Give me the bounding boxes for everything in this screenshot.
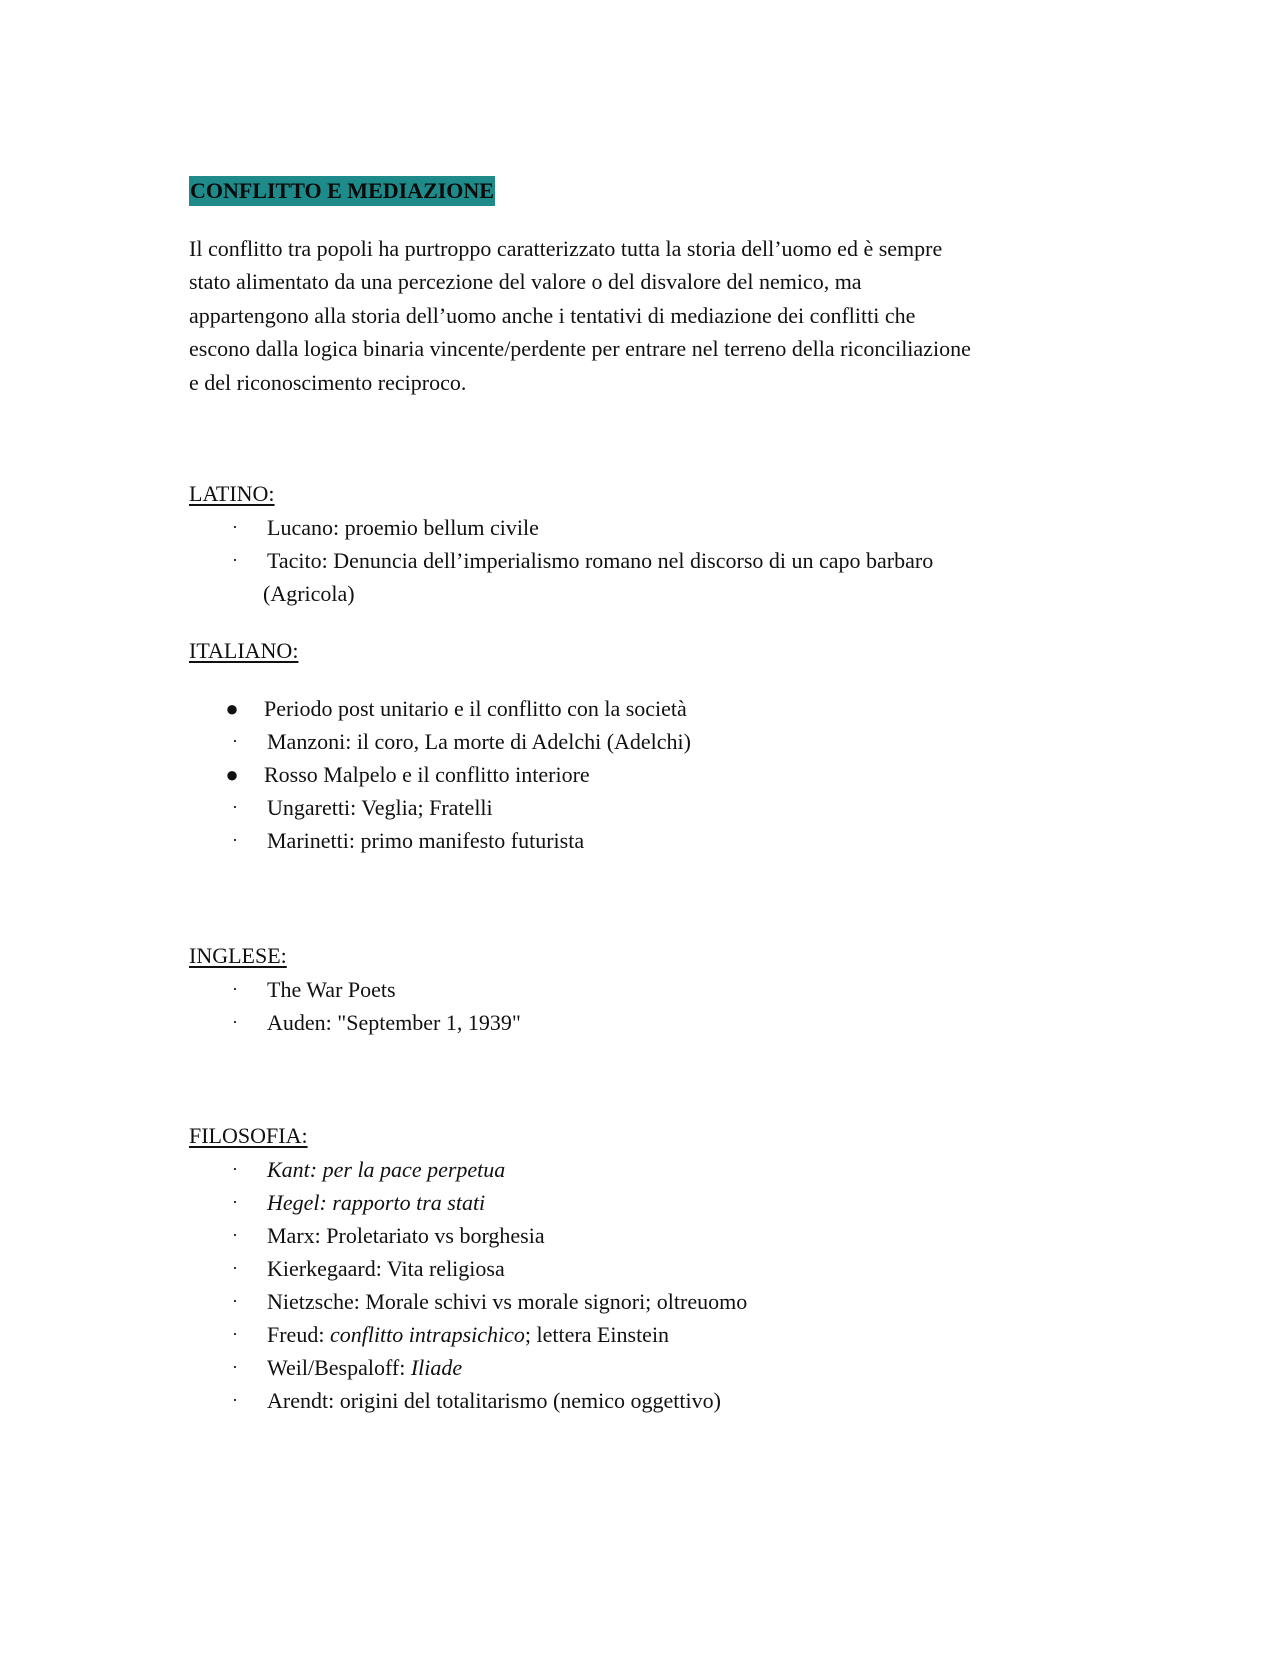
list-item-text: Manzoni: il coro, La morte di Adelchi (Adelchi) bbox=[267, 729, 691, 754]
freud-label: Freud: bbox=[267, 1322, 330, 1347]
round-bullet: ● bbox=[225, 762, 239, 787]
list-item-text: Hegel: rapporto tra stati bbox=[267, 1190, 486, 1215]
list-item-text bbox=[267, 1318, 1067, 1351]
bullet: · bbox=[232, 1291, 238, 1311]
list-item-text: Ungaretti: Veglia; Fratelli bbox=[267, 795, 493, 820]
list-item-text: Auden: "September 1, 1939" bbox=[267, 1010, 521, 1035]
section-heading-italiano: ITALIANO: bbox=[189, 638, 299, 663]
bullet: · bbox=[232, 1258, 238, 1278]
bullet: · bbox=[232, 1225, 238, 1245]
list-item-text bbox=[267, 1351, 1067, 1384]
list-item-text: Tacito: Denuncia dell’imperialismo romano nel discorso di un capo barbaro bbox=[267, 548, 934, 573]
weil-italic-title: Iliade bbox=[410, 1355, 463, 1380]
list-item-text: Lucano: proemio bellum civile bbox=[267, 515, 539, 540]
list-item-text: Arendt: origini del totalitarismo (nemico oggettivo) bbox=[267, 1388, 721, 1413]
list-item-text: Rosso Malpelo e il conflitto interiore bbox=[264, 762, 590, 787]
intro-line: e del riconoscimento reciproco. bbox=[189, 369, 467, 395]
intro-line: Il conflitto tra popoli ha purtroppo caratterizzato tutta la storia dell’uomo ed è sempre bbox=[189, 236, 943, 261]
bullet: · bbox=[232, 979, 238, 999]
list-item-text: Periodo post unitario e il conflitto con la società bbox=[264, 696, 687, 721]
bullet: · bbox=[232, 517, 238, 537]
bullet: · bbox=[232, 1324, 238, 1344]
intro-line: stato alimentato da una percezione del valore o del disvalore del nemico, ma bbox=[189, 269, 862, 295]
bullet: · bbox=[232, 1390, 238, 1410]
list-item-text: The War Poets bbox=[267, 977, 396, 1002]
freud-italic-term: conflitto intrapsichico bbox=[329, 1322, 525, 1347]
section-heading-latino: LATINO: bbox=[189, 481, 275, 506]
weil-label: Weil/Bespaloff: bbox=[267, 1355, 411, 1380]
section-heading-filosofia: FILOSOFIA: bbox=[189, 1123, 308, 1148]
section-heading-inglese: INGLESE: bbox=[189, 943, 287, 968]
list-item-text: Marinetti: primo manifesto futurista bbox=[267, 828, 585, 853]
list-item-continuation: (Agricola) bbox=[263, 581, 355, 606]
freud-rest: ; lettera Einstein bbox=[524, 1322, 670, 1347]
bullet: · bbox=[232, 550, 238, 570]
bullet: · bbox=[232, 1159, 238, 1179]
document-title: CONFLITTO E MEDIAZIONE bbox=[189, 176, 495, 206]
bullet: · bbox=[232, 797, 238, 817]
intro-paragraph bbox=[189, 232, 1089, 399]
round-bullet: ● bbox=[225, 696, 239, 721]
list-item-text: Marx: Proletariato vs borghesia bbox=[267, 1223, 545, 1248]
list-item-text: Kierkegaard: Vita religiosa bbox=[267, 1256, 505, 1281]
intro-line: escono dalla logica binaria vincente/perdente per entrare nel terreno della riconciliazione bbox=[189, 336, 971, 362]
bullet: · bbox=[232, 731, 238, 751]
list-item-text: Kant: per la pace perpetua bbox=[267, 1157, 506, 1182]
bullet: · bbox=[232, 830, 238, 850]
intro-line: appartengono alla storia dell’uomo anche i tentativi di mediazione dei conflitti che bbox=[189, 302, 916, 328]
list-item-text: Nietzsche: Morale schivi vs morale signori; oltreuomo bbox=[267, 1289, 748, 1314]
bullet: · bbox=[232, 1012, 238, 1032]
bullet: · bbox=[232, 1357, 238, 1377]
bullet: · bbox=[232, 1192, 238, 1212]
